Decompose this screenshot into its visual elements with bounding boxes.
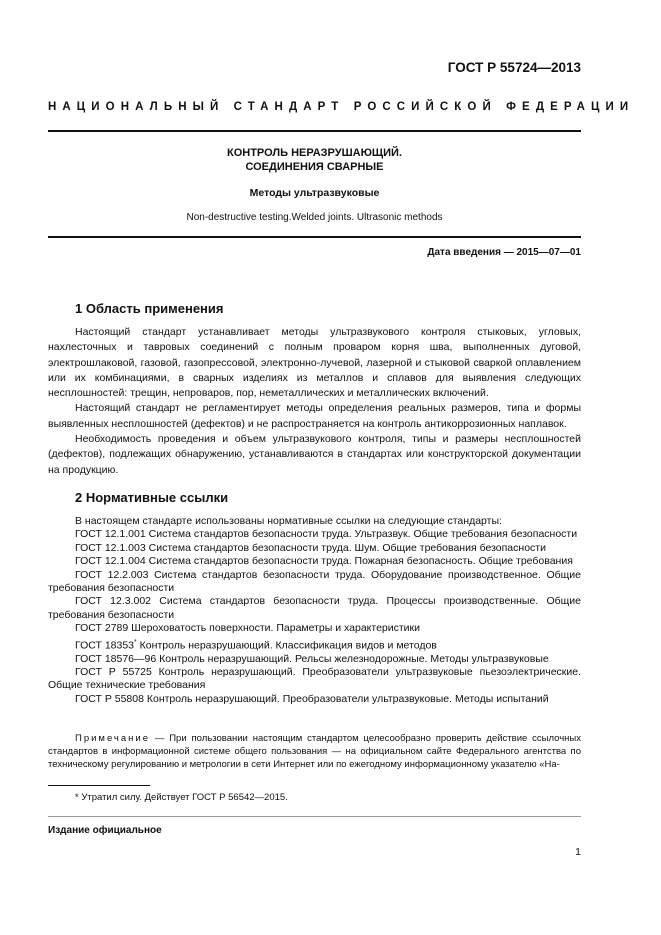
introduction-date: Дата введения — 2015—07—01 [427,247,581,258]
section-1-paragraph: Необходимость проведения и объем ультразвукового контроля, типы и размеры несплошностей (дефектов), подлежащих обнаружению, устанавливаются в стандартах или конструкторской документации на продукцию. [48,433,581,476]
title-subtitle: Методы ультразвуковые [249,187,380,199]
page-number: 1 [575,846,581,858]
reference-item: ГОСТ 12.1.004 Система стандартов безопасности труда. Пожарная безопасность. Общие требования [75,555,573,568]
section-1-body [48,325,581,478]
official-edition-label: Издание официальное [48,825,162,836]
document-code: ГОСТ Р 55724—2013 [447,60,581,75]
footnote-rule [48,785,150,786]
reference-title: Контроль неразрушающий. Классификация видов и методов [136,639,437,652]
footnote-mark: * [134,638,137,646]
reference-item: ГОСТ 12.3.002 Система стандартов безопасности труда. Процессы производственные. Общие требования безопасности [48,595,581,621]
reference-item [48,636,581,653]
reference-item: ГОСТ Р 55808 Контроль неразрушающий. Преобразователи ультразвуковые. Методы испытаний [75,692,549,705]
section-1-paragraph: Настоящий стандарт устанавливает методы ультразвукового контроля стыковых, угловых, нахлесточных и тавровых соединений с полным проваром корня шва, выполненных дуговой, электрошлаковой, газовой, газопрессовой, электронно-лучевой, лазерной и стыковой сваркой оплавлением или их комбинациями, в сварных изделиях из металлов и сплавов для выявления следующих несплошностей: трещин, непроваров, пор, неметаллических и металлических включений. [48,326,581,400]
footnote: * Утратил силу. Действует ГОСТ Р 56542—2015. [75,792,288,803]
header-rule [48,130,581,132]
reference-item: ГОСТ 12.2.003 Система стандартов безопасности труда. Оборудование производственное. Общие требования безопасности [48,568,581,595]
reference-item: ГОСТ 2789 Шероховатость поверхности. Параметры и характеристики [75,622,420,635]
reference-item: ГОСТ 12.1.003 Система стандартов безопасности труда. Шум. Общие требования безопасности [75,541,546,554]
english-title: Non-destructive testing.Welded joints. Ultrasonic methods [186,212,443,223]
footer-rule [48,816,581,817]
section-1-heading: 1 Область применения [75,301,224,316]
title-rule [48,236,581,238]
section-1-paragraph: Настоящий стандарт не регламентирует методы определения реальных размеров, типа и формы выявленных несплошностей (дефектов) и не распространяется на контроль антикоррозионных наплавок. [48,402,581,430]
title-line-1: КОНТРОЛЬ НЕРАЗРУШАЮЩИЙ. [226,147,403,159]
national-standard-heading: НАЦИОНАЛЬНЫЙ СТАНДАРТ РОССИЙСКОЙ ФЕДЕРАЦИИ [48,101,635,113]
reference-item: ГОСТ 12.1.001 Система стандартов безопасности труда. Ультразвук. Общие требования безопасности [75,528,578,541]
references-note [48,732,581,771]
reference-item: ГОСТ Р 55725 Контроль неразрушающий. Преобразователи ультразвуковые пьезоэлектрические. Общие технические требования [48,665,581,692]
note-text: — При пользовании настоящим стандартом целесообразно проверить действие ссылочных стандартов в информационной системе общего пользования — на официальном сайте Федерального агентства по техническому регулированию и метрологии в сети Интернет или по ежегодному информационному указателю «На- [48,733,581,770]
references-intro: В настоящем стандарте использованы нормативные ссылки на следующие стандарты: [75,515,502,527]
reference-item: ГОСТ 18576—96 Контроль неразрушающий. Рельсы железнодорожные. Методы ультразвуковые [75,652,549,665]
normative-references [48,515,581,706]
title-line-2: СОЕДИНЕНИЯ СВАРНЫЕ [245,161,384,173]
section-2-heading: 2 Нормативные ссылки [75,490,229,505]
reference-code: ГОСТ 18353 [75,639,135,652]
note-label: Примечание [75,733,150,744]
